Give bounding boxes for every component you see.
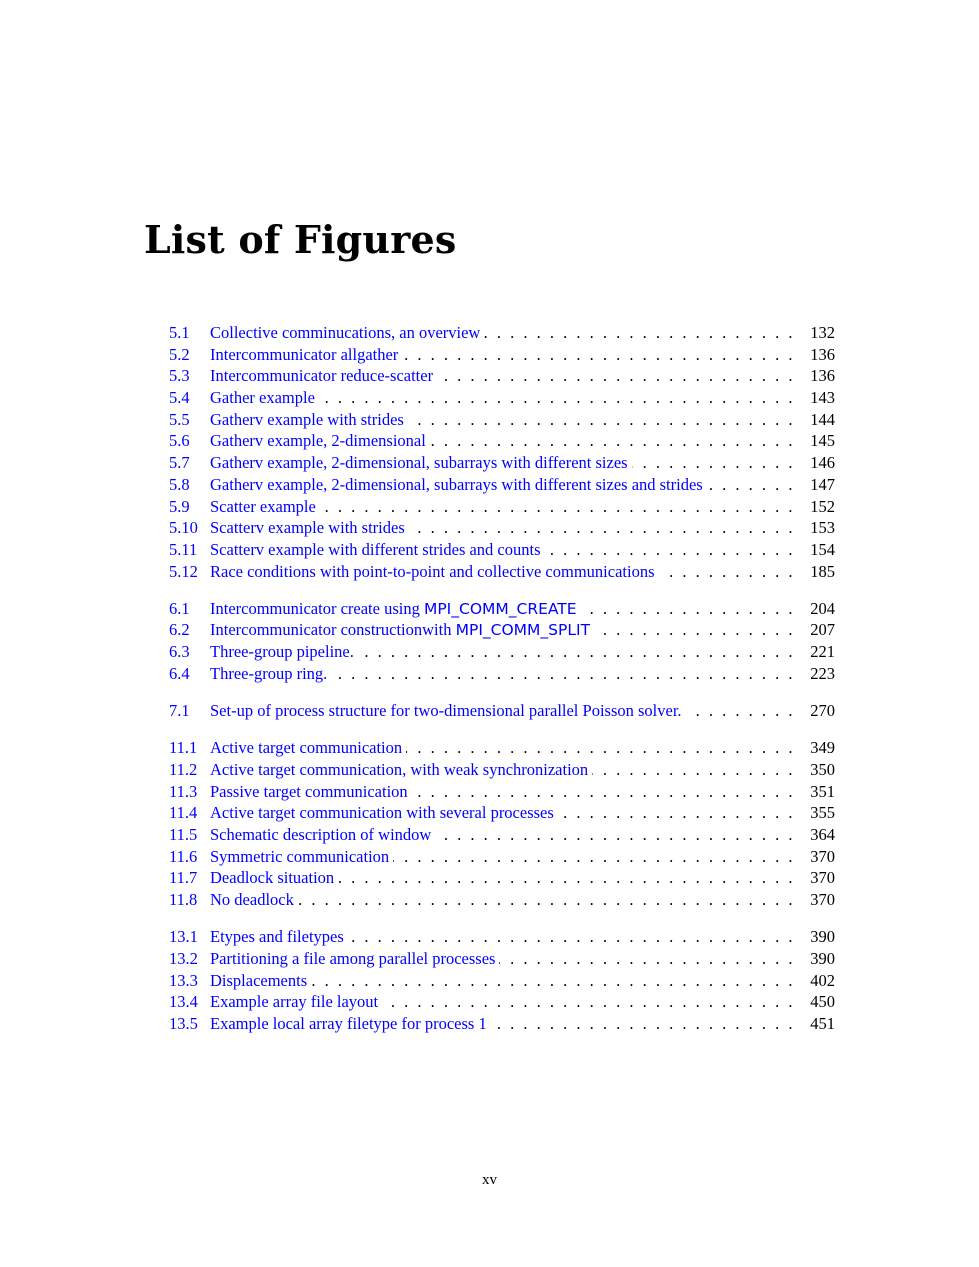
figure-entry[interactable] [169, 846, 835, 868]
figure-entry[interactable] [169, 474, 835, 496]
figure-page-number: 185 [810, 561, 835, 581]
figure-title-code: MPI_COMM_CREATE [423, 599, 577, 618]
dot-leader [632, 452, 795, 474]
figure-number[interactable]: 11.8 [169, 890, 198, 909]
figure-entry[interactable] [169, 867, 835, 889]
figure-title-text: Passive target communication [210, 781, 408, 801]
list-of-figures [169, 322, 835, 1050]
figure-title-text: Gatherv example, 2-dimensional [210, 431, 426, 451]
figure-number[interactable]: 13.1 [169, 927, 198, 947]
dot-leader [402, 344, 795, 366]
figure-title-link[interactable] [210, 759, 588, 781]
figure-page-number: 350 [810, 759, 835, 779]
figure-title-link[interactable] [210, 474, 703, 496]
figure-entry[interactable] [169, 991, 835, 1013]
figure-group [169, 700, 835, 722]
figure-entry[interactable] [169, 824, 835, 846]
figure-page-number: 390 [810, 948, 835, 968]
figure-title-link[interactable] [210, 824, 431, 846]
figure-entry[interactable] [169, 663, 835, 685]
figure-title-link[interactable] [210, 737, 402, 759]
figure-page-number: 390 [810, 927, 835, 947]
figure-title-link[interactable] [210, 889, 294, 911]
figure-number[interactable]: 11.2 [169, 759, 198, 779]
figure-number[interactable]: 5.4 [169, 388, 190, 408]
figure-entry[interactable] [169, 517, 835, 539]
figure-group [169, 598, 835, 685]
figure-title-text: Example local array filetype for process 1 [210, 1013, 487, 1033]
figure-entry[interactable] [169, 561, 835, 583]
figure-page-number: 450 [810, 992, 835, 1012]
dot-leader [338, 867, 795, 889]
figure-number[interactable]: 5.10 [169, 518, 198, 538]
dot-leader [319, 387, 795, 409]
figure-entry[interactable] [169, 889, 835, 911]
figure-title-link[interactable] [210, 846, 389, 868]
figure-title-link[interactable] [210, 781, 408, 803]
figure-title-text: Scatterv example with strides [210, 518, 405, 538]
figure-number[interactable]: 11.7 [169, 868, 198, 888]
figure-title-link[interactable] [210, 663, 327, 685]
dot-leader [437, 365, 795, 387]
figure-page-number: 204 [810, 598, 835, 618]
figure-number[interactable]: 5.3 [169, 366, 190, 386]
figure-title-link[interactable] [210, 517, 405, 539]
figure-page-number: 207 [810, 620, 835, 640]
figure-number[interactable]: 6.2 [169, 620, 190, 640]
figure-title-text: Symmetric communication [210, 846, 390, 866]
figure-page-number: 221 [810, 642, 835, 662]
figure-title-link[interactable] [210, 802, 554, 824]
figure-title-text: Intercommunicator allgather [210, 344, 399, 364]
figure-entry[interactable] [169, 802, 835, 824]
figure-page-number: 355 [810, 803, 835, 823]
figure-number[interactable]: 5.5 [169, 409, 190, 429]
figure-title-text: Partitioning a file among parallel processes [210, 948, 496, 968]
figure-title-link[interactable] [210, 700, 682, 722]
figure-entry[interactable] [169, 970, 835, 992]
figure-page-number: 370 [810, 868, 835, 888]
figure-title-link[interactable] [210, 948, 495, 970]
dot-leader [581, 598, 795, 620]
dot-leader [594, 619, 795, 641]
figure-title-text: Active target communication with several processes [210, 803, 554, 823]
figure-title-link[interactable] [210, 539, 541, 561]
figure-page-number: 223 [810, 663, 835, 683]
figure-title-link[interactable] [210, 430, 426, 452]
figure-title-text: Displacements [210, 970, 308, 990]
figure-number[interactable]: 11.3 [169, 781, 198, 801]
figure-number[interactable]: 5.12 [169, 561, 198, 581]
figure-entry[interactable] [169, 430, 835, 452]
figure-number[interactable]: 5.8 [169, 474, 190, 494]
figure-page-number: 351 [810, 781, 835, 801]
figure-entry[interactable] [169, 496, 835, 518]
figure-number[interactable]: 11.5 [169, 824, 198, 844]
figure-entry[interactable] [169, 700, 835, 722]
figure-page-number: 136 [810, 344, 835, 364]
figure-page-number: 147 [810, 474, 835, 494]
figure-title-text: Etypes and filetypes [210, 927, 344, 947]
figure-title-text: Gatherv example with strides [210, 409, 404, 429]
figure-entry[interactable] [169, 737, 835, 759]
figure-page-number: 370 [810, 846, 835, 866]
figure-entry[interactable] [169, 926, 835, 948]
figure-number[interactable]: 6.1 [169, 598, 190, 618]
figure-entry[interactable] [169, 781, 835, 803]
dot-leader [659, 561, 796, 583]
dot-leader [558, 802, 795, 824]
dot-leader [311, 970, 795, 992]
figure-number[interactable]: 13.2 [169, 948, 198, 968]
dot-leader [435, 824, 795, 846]
figure-number[interactable]: 5.9 [169, 496, 190, 516]
figure-number[interactable]: 6.4 [169, 663, 190, 683]
dot-leader [707, 474, 795, 496]
dot-leader [592, 759, 795, 781]
figure-title-link[interactable] [210, 409, 404, 431]
figure-title-text: Gather example [210, 388, 315, 408]
figure-title-link[interactable] [210, 387, 315, 409]
page-title: List of Figures [144, 217, 457, 262]
figure-title-link[interactable] [210, 641, 354, 663]
figure-number[interactable]: 13.4 [169, 992, 198, 1012]
figure-title-link[interactable] [210, 867, 334, 889]
figure-title-text: Gatherv example, 2-dimensional, subarrays with different sizes and strides [210, 474, 703, 494]
figure-title-link[interactable] [210, 452, 628, 474]
figure-page-number: 132 [810, 323, 835, 342]
figure-page-number: 152 [810, 496, 835, 516]
figure-entry[interactable] [169, 598, 835, 620]
figure-title-link[interactable] [210, 1013, 487, 1035]
figure-entry[interactable] [169, 452, 835, 474]
figure-number[interactable]: 5.11 [169, 539, 198, 559]
figure-page-number: 153 [810, 518, 835, 538]
figure-group [169, 926, 835, 1034]
dot-leader [320, 496, 795, 518]
figure-title-link[interactable] [210, 496, 316, 518]
figure-title-text: Three-group ring. [210, 663, 328, 683]
figure-page-number: 136 [810, 366, 835, 386]
figure-page-number: 154 [810, 539, 835, 559]
figure-page-number: 145 [810, 431, 835, 451]
figure-title-text: Example array file layout [210, 992, 379, 1012]
figure-number[interactable]: 11.1 [169, 738, 198, 758]
figure-title-text: Scatter example [210, 496, 316, 516]
figure-title-text: Intercommunicator reduce-scatter [210, 366, 434, 386]
figure-page-number: 270 [810, 701, 835, 720]
figure-title-link[interactable] [210, 926, 344, 948]
dot-leader [348, 926, 795, 948]
figure-entry[interactable] [169, 1013, 835, 1035]
figure-title-link[interactable] [210, 365, 433, 387]
figure-page-number: 451 [810, 1013, 835, 1033]
figure-number[interactable]: 6.3 [169, 642, 190, 662]
dot-leader [408, 409, 795, 431]
page-number: xv [482, 1172, 497, 1188]
figure-entry[interactable] [169, 759, 835, 781]
figure-title-text: Deadlock situation [210, 868, 335, 888]
figure-title-link[interactable] [210, 619, 590, 642]
figure-group [169, 322, 835, 582]
figure-title-text: Race conditions with point-to-point and collective communications [210, 561, 655, 581]
dot-leader [358, 641, 795, 663]
dot-leader [382, 991, 795, 1013]
dot-leader [499, 948, 795, 970]
figure-title-link[interactable] [210, 322, 480, 344]
figure-entry[interactable] [169, 344, 835, 366]
figure-title-code: MPI_COMM_SPLIT [455, 621, 591, 640]
figure-number[interactable]: 7.1 [169, 701, 190, 720]
figure-number[interactable]: 5.6 [169, 431, 190, 451]
figure-title-text: Active target communication [210, 738, 403, 758]
figure-entry[interactable] [169, 365, 835, 387]
figure-page-number: 364 [810, 824, 835, 844]
figure-number[interactable]: 5.2 [169, 344, 190, 364]
figure-title-link[interactable] [210, 561, 655, 583]
figure-entry[interactable] [169, 322, 835, 344]
dot-leader [331, 663, 795, 685]
dot-leader [686, 700, 795, 722]
figure-title-text: Set-up of process structure for two-dimensional parallel Poisson solver. [210, 701, 682, 720]
figure-title-text: Scatterv example with different strides and counts [210, 539, 541, 559]
figure-entry[interactable] [169, 409, 835, 431]
figure-number[interactable]: 5.1 [169, 323, 190, 342]
figure-title-text: Intercommunicator create using [210, 598, 424, 618]
figure-page-number: 143 [810, 388, 835, 408]
figure-title-text: Intercommunicator constructionwith [210, 620, 456, 640]
figure-number[interactable]: 11.6 [169, 846, 198, 866]
dot-leader [484, 322, 795, 344]
figure-page-number: 144 [810, 409, 835, 429]
figure-title-link[interactable] [210, 598, 577, 621]
figure-entry[interactable] [169, 948, 835, 970]
dot-leader [406, 737, 795, 759]
figure-title-text: Schematic description of window [210, 824, 432, 844]
figure-title-text: Active target communication, with weak synchronization [210, 759, 589, 779]
figure-entry[interactable] [169, 641, 835, 663]
dot-leader [393, 846, 795, 868]
dot-leader [409, 517, 795, 539]
dot-leader [545, 539, 795, 561]
figure-title-link[interactable] [210, 991, 378, 1013]
figure-title-text: No deadlock [210, 890, 294, 909]
figure-number[interactable]: 13.3 [169, 970, 198, 990]
figure-entry[interactable] [169, 619, 835, 641]
figure-page-number: 370 [810, 890, 835, 909]
figure-title-text: Gatherv example, 2-dimensional, subarrays with different sizes [210, 453, 628, 473]
dot-leader [412, 781, 795, 803]
dot-leader [491, 1013, 795, 1035]
figure-page-number: 146 [810, 453, 835, 473]
figure-entry[interactable] [169, 539, 835, 561]
figure-title-text: Three-group pipeline. [210, 642, 354, 662]
dot-leader [298, 889, 795, 911]
figure-page-number: 402 [810, 970, 835, 990]
figure-number[interactable]: 13.5 [169, 1013, 198, 1033]
figure-page-number: 349 [810, 738, 835, 758]
figure-entry[interactable] [169, 387, 835, 409]
dot-leader [430, 430, 795, 452]
figure-group [169, 737, 835, 911]
figure-title-link[interactable] [210, 344, 398, 366]
figure-number[interactable]: 5.7 [169, 453, 190, 473]
figure-title-text: Collective comminucations, an overview [210, 323, 481, 342]
figure-title-link[interactable] [210, 970, 307, 992]
figure-number[interactable]: 11.4 [169, 803, 198, 823]
